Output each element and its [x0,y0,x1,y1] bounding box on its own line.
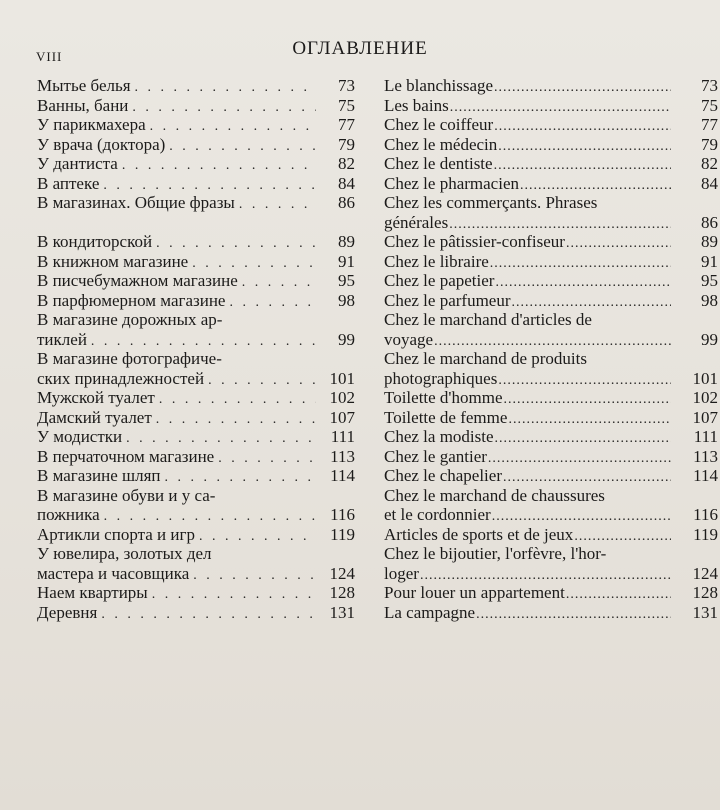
entry-page-number: 91 [338,251,355,271]
entry-page-number: 113 [693,446,718,466]
french-toc-entry [384,388,718,408]
entry-title: générales [384,212,449,232]
dot-leader [495,273,671,293]
dot-leader [169,137,316,157]
russian-toc-entry [37,76,355,96]
entry-page-number: 107 [329,407,355,427]
entry-title: et le cordonnier [384,505,491,524]
entry-title: Chez le médecin [384,134,498,154]
entry-page-number: 131 [329,602,355,622]
entry-title: Toilette d'homme [384,388,503,407]
entry-page-number: 124 [692,563,718,583]
entry-title: Chez le pâtissier-confiseur [384,232,565,251]
entry-title: В аптеке [37,173,100,193]
entry-page-number: 101 [329,368,355,388]
entry-page-number: 116 [330,505,355,524]
entry-title: Chez le papetier [384,271,495,290]
entry-title: У ювелира, золотых дел [37,544,212,563]
dot-leader [199,527,316,547]
dot-leader [159,390,316,410]
entry-title: Chez le pharmacien [384,173,519,193]
entry-title: У парикмахера [37,115,146,134]
entry-title: Наем квартиры [37,583,148,602]
russian-toc-entry [37,486,355,525]
russian-toc-entry [37,252,355,272]
dot-leader [132,98,316,118]
entry-title: Les bains [384,95,449,115]
entry-page-number: 102 [692,388,718,407]
french-toc-entry [384,525,718,545]
page-title: ОГЛАВЛЕНИЕ [292,38,428,59]
entry-page-number: 75 [338,95,355,115]
entry-title: Дамский туалет [37,407,152,427]
french-toc-entry [384,115,718,135]
entry-title: В кондиторской [37,232,153,251]
dot-leader [122,156,316,176]
entry-title: В книжном магазине [37,251,189,271]
entry-page-number: 114 [330,466,355,485]
french-toc-entry [384,310,718,349]
entry-page-number: 89 [338,232,355,251]
entry-page-number: 86 [701,212,718,232]
entry-title: Chez les commerçants. Phrases [384,193,598,212]
russian-toc-entry [37,154,355,174]
entry-page-number: 128 [329,583,355,602]
dot-leader [508,410,671,430]
entry-title: В перчаточном магазине [37,446,215,466]
entry-title: ских принадлежностей [37,368,205,388]
entry-title: Chez le marchand d'articles de [384,310,592,329]
french-toc-entry [384,466,718,486]
entry-title: Chez le dentiste [384,154,493,173]
entry-page-number: 73 [701,76,718,95]
entry-title: У дантиста [37,154,118,173]
russian-toc-entry [37,388,355,408]
entry-page-number: 84 [338,173,355,193]
french-toc-column [384,76,718,622]
russian-toc-entry [37,232,355,252]
entry-title: Le blanchissage [384,76,494,95]
dot-leader [488,449,671,469]
entry-page-number: 86 [338,193,355,212]
entry-title: У модистки [37,427,123,446]
entry-page-number: 98 [338,290,355,310]
french-toc-entry [384,486,718,525]
entry-page-number: 77 [338,115,355,134]
entry-page-number: 99 [701,329,718,349]
russian-toc-entry [37,447,355,467]
dot-leader [495,429,671,449]
entry-page-number: 73 [338,76,355,95]
french-toc-entry [384,408,718,428]
french-toc-entry [384,174,718,194]
dot-leader [566,234,671,254]
entry-page-number: 95 [701,271,718,290]
entry-title: Chez le coiffeur [384,115,494,134]
entry-title: В магазине обуви и у са- [37,485,216,505]
dot-leader [218,449,316,469]
dot-leader [101,605,316,625]
russian-toc-entry [37,427,355,447]
entry-title: photographiques [384,368,498,388]
entry-title: Ванны, бани [37,95,129,115]
dot-leader [494,117,671,137]
russian-toc-entry [37,291,355,311]
russian-toc-entry [37,310,355,349]
french-toc-entry [384,271,718,291]
dot-leader [504,390,672,410]
entry-title: Мужской туалет [37,388,155,407]
entry-title: В магазине шляп [37,466,161,485]
entry-page-number: 82 [338,154,355,173]
entry-title: Chez le bijoutier, l'orfèvre, l'hor- [384,544,607,563]
russian-toc-entry [37,408,355,428]
russian-toc-entry [37,193,355,213]
entry-title: Деревня [37,602,98,622]
entry-title: Chez le gantier [384,446,487,466]
entry-title: В магазине фотографиче- [37,349,222,368]
dot-leader [239,195,316,215]
french-toc-entry [384,447,718,467]
entry-title: Мытье белья [37,76,131,95]
russian-toc-entry [37,271,355,291]
dot-leader [566,585,671,605]
french-toc-entry [384,291,718,311]
dot-leader [135,78,316,98]
entry-page-number: 82 [701,154,718,173]
entry-page-number: 91 [701,251,718,271]
entry-page-number: 113 [330,446,355,466]
french-toc-entry [384,76,718,96]
entry-page-number: 119 [693,524,718,544]
entry-title: loger [384,563,419,583]
entry-title: Chez la modiste [384,427,494,446]
russian-toc-entry [37,525,355,545]
entry-title: Chez le libraire [384,251,489,271]
dot-leader [494,78,671,98]
entry-title: Articles de sports et de jeux [384,524,574,544]
french-toc-entry [384,603,718,623]
french-toc-entry [384,252,718,272]
entry-page-number: 95 [338,271,355,290]
entry-title: Chez le marchand de chaussures [384,485,605,505]
russian-toc-entry [37,466,355,486]
dot-leader [229,293,316,313]
entry-page-number: 98 [701,290,718,310]
entry-title: Артикли спорта и игр [37,524,195,544]
entry-title: Chez le chapelier [384,466,502,485]
french-toc-entry [384,349,718,388]
french-toc-entry [384,193,718,232]
entry-page-number: 114 [693,466,718,485]
entry-page-number: 107 [692,407,718,427]
entry-page-number: 111 [693,427,718,446]
russian-toc-entry [37,213,355,233]
entry-page-number: 89 [701,232,718,251]
entry-title: У врача (доктора) [37,134,166,154]
entry-title: В магазине дорожных ар- [37,310,223,329]
french-toc-entry [384,427,718,447]
entry-title: В магазинах. Общие фразы [37,193,235,212]
entry-title: Chez le parfumeur [384,290,511,310]
dot-leader [476,605,671,625]
french-toc-entry [384,544,718,583]
russian-toc-entry [37,583,355,603]
dot-leader [193,566,316,586]
entry-page-number: 116 [693,505,718,524]
french-toc-entry [384,583,718,603]
russian-toc-entry [37,544,355,583]
entry-title: тиклей [37,329,87,349]
entry-title: мастера и часовщика [37,563,190,583]
entry-title: La campagne [384,602,476,622]
french-toc-entry [384,135,718,155]
entry-title: В писчебумажном магазине [37,271,238,290]
dot-leader [156,410,316,430]
french-toc-entry [384,96,718,116]
entry-page-number: 119 [330,524,355,544]
russian-toc-entry [37,135,355,155]
russian-toc-entry [37,115,355,135]
entry-page-number: 124 [329,563,355,583]
entry-title: voyage [384,329,434,349]
french-toc-entry [384,232,718,252]
entry-title: пожника [37,505,100,524]
entry-page-number: 79 [338,134,355,154]
dot-leader [152,585,316,605]
entry-page-number: 75 [701,95,718,115]
entry-title: Chez le marchand de produits [384,349,587,368]
dot-leader [490,254,671,274]
dot-leader [150,117,316,137]
entry-page-number: 111 [330,427,355,446]
entry-title: Pour louer un appartement [384,583,565,602]
dot-leader [498,371,671,391]
entry-page-number: 131 [692,602,718,622]
page-number: VIII [36,49,63,64]
russian-toc-entry [37,96,355,116]
dot-leader [208,371,316,391]
entry-page-number: 99 [338,329,355,349]
russian-toc-column [37,76,355,622]
entry-page-number: 101 [692,368,718,388]
russian-toc-entry [37,603,355,623]
french-toc-entry [384,154,718,174]
entry-page-number: 102 [329,388,355,407]
entry-page-number: 128 [692,583,718,602]
russian-toc-entry [37,174,355,194]
entry-title: Toilette de femme [384,407,508,427]
entry-title: В парфюмерном магазине [37,290,226,310]
entry-page-number: 79 [701,134,718,154]
russian-toc-entry [37,349,355,388]
dot-leader [494,156,671,176]
entry-page-number: 84 [701,173,718,193]
entry-page-number: 77 [701,115,718,134]
dot-leader [242,273,316,293]
dot-leader [498,137,671,157]
